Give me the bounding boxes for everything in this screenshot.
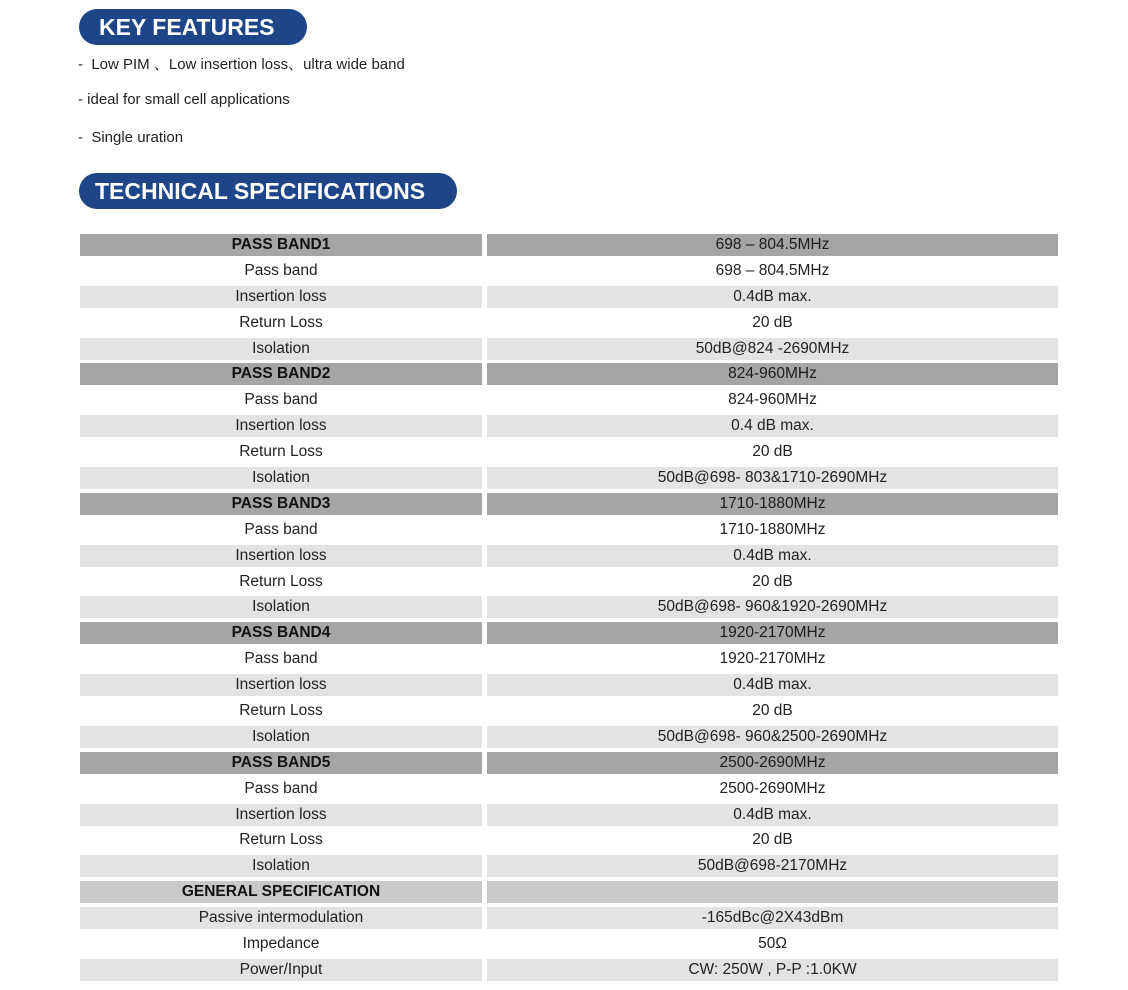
spec-value-cell: CW: 250W , P-P :1.0KW	[487, 959, 1058, 981]
key-features-heading: KEY FEATURES	[79, 9, 307, 45]
spec-row	[80, 907, 1058, 929]
spec-row	[80, 286, 1058, 308]
spec-label-cell: Return Loss	[80, 312, 482, 334]
spec-label-cell: Return Loss	[80, 441, 482, 463]
spec-label-cell: Isolation	[80, 855, 482, 877]
spec-label-cell: Isolation	[80, 338, 482, 360]
spec-value-cell	[487, 881, 1058, 903]
spec-value-cell: 698 – 804.5MHz	[487, 234, 1058, 256]
spec-value-cell: 20 dB	[487, 829, 1058, 851]
spec-row	[80, 804, 1058, 826]
spec-label-cell: Power/Input	[80, 959, 482, 981]
spec-row	[80, 415, 1058, 437]
technical-specifications-heading: TECHNICAL SPECIFICATIONS	[79, 173, 457, 209]
spec-label-cell: Pass band	[80, 260, 482, 282]
spec-value-cell: 0.4dB max.	[487, 674, 1058, 696]
spec-value-cell: 20 dB	[487, 700, 1058, 722]
spec-row	[80, 700, 1058, 722]
spec-value-cell: 50Ω	[487, 933, 1058, 955]
spec-value-cell: 50dB@698-2170MHz	[487, 855, 1058, 877]
spec-value-cell: 2500-2690MHz	[487, 752, 1058, 774]
spec-row	[80, 519, 1058, 541]
spec-row	[80, 855, 1058, 877]
spec-label-cell: Passive intermodulation	[80, 907, 482, 929]
spec-value-cell: 0.4dB max.	[487, 545, 1058, 567]
spec-value-cell: 20 dB	[487, 312, 1058, 334]
spec-label-cell: PASS BAND3	[80, 493, 482, 515]
spec-label-cell: Isolation	[80, 596, 482, 618]
spec-row	[80, 260, 1058, 282]
feature-item-low-pim: - Low PIM 、Low insertion loss、ultra wide band	[78, 56, 405, 73]
spec-value-cell: 1920-2170MHz	[487, 648, 1058, 670]
band-header-row	[80, 493, 1058, 515]
band-header-row	[80, 234, 1058, 256]
spec-value-cell: 1710-1880MHz	[487, 493, 1058, 515]
feature-item-small-cell: - ideal for small cell applications	[78, 91, 290, 108]
spec-row	[80, 933, 1058, 955]
spec-value-cell: 824-960MHz	[487, 363, 1058, 385]
spec-label-cell: Insertion loss	[80, 545, 482, 567]
spec-value-cell: 0.4dB max.	[487, 286, 1058, 308]
spec-row	[80, 726, 1058, 748]
spec-label-cell: Pass band	[80, 778, 482, 800]
spec-row	[80, 389, 1058, 411]
spec-label-cell: GENERAL SPECIFICATION	[80, 881, 482, 903]
spec-value-cell: 824-960MHz	[487, 389, 1058, 411]
spec-value-cell: 20 dB	[487, 441, 1058, 463]
spec-value-cell: 1920-2170MHz	[487, 622, 1058, 644]
spec-row	[80, 571, 1058, 593]
spec-value-cell: 50dB@698- 960&1920-2690MHz	[487, 596, 1058, 618]
spec-value-cell: 1710-1880MHz	[487, 519, 1058, 541]
band-header-row	[80, 363, 1058, 385]
spec-row	[80, 959, 1058, 981]
spec-value-cell: 0.4dB max.	[487, 804, 1058, 826]
general-spec-header-row	[80, 881, 1058, 903]
spec-label-cell: Insertion loss	[80, 415, 482, 437]
spec-label-cell: Pass band	[80, 648, 482, 670]
spec-label-cell: Return Loss	[80, 700, 482, 722]
spec-label-cell: Insertion loss	[80, 286, 482, 308]
spec-row	[80, 674, 1058, 696]
spec-label-cell: Insertion loss	[80, 674, 482, 696]
spec-label-cell: PASS BAND5	[80, 752, 482, 774]
spec-value-cell: 698 – 804.5MHz	[487, 260, 1058, 282]
spec-table	[80, 234, 1058, 985]
spec-label-cell: Impedance	[80, 933, 482, 955]
spec-label-cell: Isolation	[80, 467, 482, 489]
spec-value-cell: 0.4 dB max.	[487, 415, 1058, 437]
band-header-row	[80, 622, 1058, 644]
spec-row	[80, 596, 1058, 618]
spec-label-cell: Pass band	[80, 389, 482, 411]
spec-value-cell: 50dB@824 -2690MHz	[487, 338, 1058, 360]
spec-value-cell: 2500-2690MHz	[487, 778, 1058, 800]
spec-row	[80, 338, 1058, 360]
spec-label-cell: PASS BAND1	[80, 234, 482, 256]
spec-row	[80, 778, 1058, 800]
spec-label-cell: PASS BAND4	[80, 622, 482, 644]
spec-label-cell: Insertion loss	[80, 804, 482, 826]
spec-value-cell: 50dB@698- 960&2500-2690MHz	[487, 726, 1058, 748]
spec-row	[80, 545, 1058, 567]
spec-label-cell: PASS BAND2	[80, 363, 482, 385]
spec-value-cell: 20 dB	[487, 571, 1058, 593]
spec-label-cell: Return Loss	[80, 829, 482, 851]
spec-row	[80, 467, 1058, 489]
spec-row	[80, 441, 1058, 463]
spec-row	[80, 829, 1058, 851]
spec-row	[80, 312, 1058, 334]
spec-label-cell: Return Loss	[80, 571, 482, 593]
spec-row	[80, 648, 1058, 670]
spec-value-cell: -165dBc@2X43dBm	[487, 907, 1058, 929]
spec-value-cell: 50dB@698- 803&1710-2690MHz	[487, 467, 1058, 489]
feature-item-single-uration: - Single uration	[78, 129, 184, 146]
spec-label-cell: Isolation	[80, 726, 482, 748]
band-header-row	[80, 752, 1058, 774]
spec-label-cell: Pass band	[80, 519, 482, 541]
